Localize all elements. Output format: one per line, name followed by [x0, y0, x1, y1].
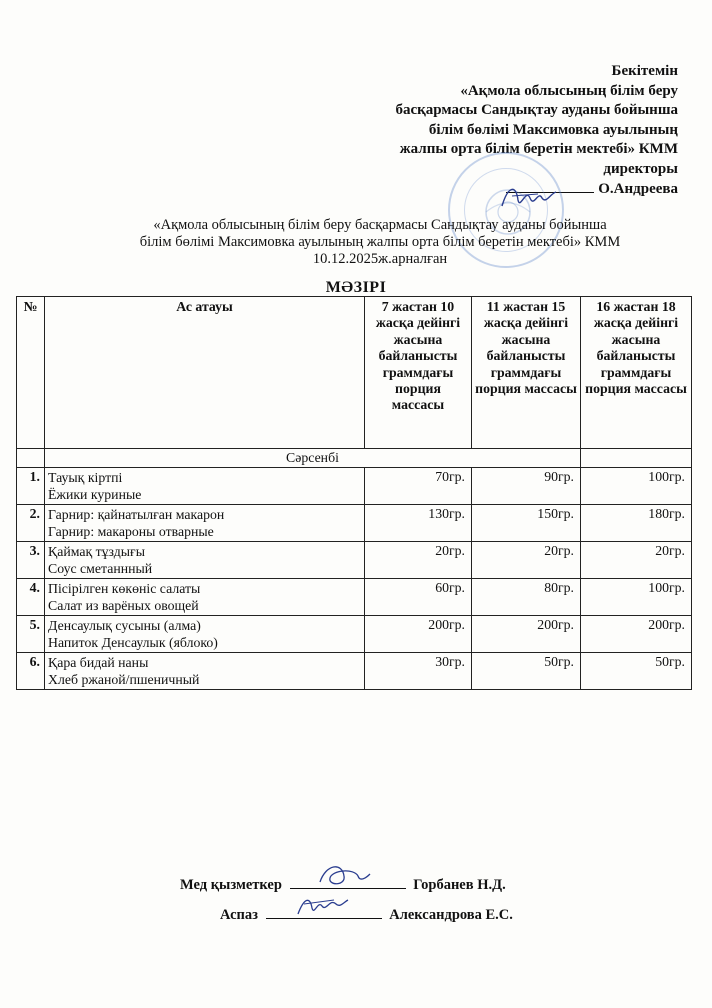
med-name: Горбанев Н.Д. [413, 877, 506, 893]
portion-age-7-10: 60гр. [365, 579, 472, 616]
approval-line: білім бөлімі Максимовка ауылының [428, 121, 678, 138]
row-number: 2. [17, 505, 45, 542]
day-row [17, 449, 692, 468]
portion-age-7-10: 70гр. [365, 468, 472, 505]
director-signature-icon [498, 180, 558, 214]
dish-name-ru: Соус сметаннный [48, 561, 153, 576]
table-row [17, 616, 692, 653]
header-age-11-15: 11 жастан 15 жасқа дейінгі жасына байланысты граммдағы порция массасы [472, 297, 581, 449]
header-num: № [17, 297, 45, 449]
portion-age-11-15: 90гр. [472, 468, 581, 505]
intro-line: «Ақмола облысының білім беру басқармасы Сандықтау ауданы бойынша [153, 217, 607, 233]
med-signature-icon [314, 860, 374, 890]
row-number: 3. [17, 542, 45, 579]
portion-age-11-15: 80гр. [472, 579, 581, 616]
approval-line: директоры [603, 160, 678, 177]
table-row [17, 653, 692, 690]
portion-age-11-15: 50гр. [472, 653, 581, 690]
portion-age-7-10: 130гр. [365, 505, 472, 542]
portion-age-16-18: 20гр. [581, 542, 692, 579]
table-row [17, 542, 692, 579]
cook-signature-icon [290, 890, 350, 920]
cook-signature-row [220, 906, 513, 924]
director-name: О.Андреева [598, 180, 678, 197]
dish-name-kk: Гарнир: қайнатылған макарон [48, 507, 225, 522]
portion-age-16-18: 100гр. [581, 579, 692, 616]
dish-name-cell [45, 579, 365, 616]
portion-age-7-10: 30гр. [365, 653, 472, 690]
approval-line: басқармасы Сандықтау ауданы бойынша [395, 102, 678, 119]
portion-age-11-15: 200гр. [472, 616, 581, 653]
row-number: 5. [17, 616, 45, 653]
header-age-16-18: 16 жастан 18 жасқа дейінгі жасына байланысты граммдағы порция массасы [581, 297, 692, 449]
portion-age-7-10: 200гр. [365, 616, 472, 653]
dish-name-ru: Ёжики куриные [48, 487, 142, 502]
menu-title: МӘЗІРІ [325, 279, 387, 296]
portion-age-16-18: 100гр. [581, 468, 692, 505]
dish-name-cell [45, 542, 365, 579]
dish-name-ru: Напиток Денсаулык (яблоко) [48, 635, 218, 650]
day-cell-empty [581, 449, 692, 468]
intro-line: білім бөлімі Максимовка ауылының жалпы орта білім беретін мектебі» КММ [139, 234, 621, 251]
med-signature-blank [290, 876, 406, 889]
portion-age-11-15: 150гр. [472, 505, 581, 542]
intro-heading [60, 217, 700, 269]
row-number: 6. [17, 653, 45, 690]
table-row [17, 579, 692, 616]
approval-line: Бекітемін [611, 63, 678, 79]
dish-name-kk: Қара бидай наны [48, 655, 149, 670]
row-number: 4. [17, 579, 45, 616]
portion-age-11-15: 20гр. [472, 542, 581, 579]
approval-line: «Ақмола облысының білім беру [460, 82, 678, 99]
dish-name-ru: Хлеб ржаной/пшеничный [48, 672, 200, 687]
dish-name-cell [45, 653, 365, 690]
dish-name-cell [45, 468, 365, 505]
portion-age-7-10: 20гр. [365, 542, 472, 579]
dish-name-kk: Тауық кіртпі [48, 470, 123, 485]
dish-name-cell [45, 616, 365, 653]
portion-age-16-18: 180гр. [581, 505, 692, 542]
table-header-row [17, 297, 692, 449]
portion-age-16-18: 50гр. [581, 653, 692, 690]
cook-role: Аспаз [220, 907, 258, 923]
dish-name-kk: Қаймақ тұздығы [48, 544, 145, 559]
approval-line: жалпы орта білім беретін мектебі» КММ [399, 141, 678, 158]
day-cell-empty [17, 449, 45, 468]
dish-name-kk: Пісірілген көкөніс салаты [48, 581, 201, 596]
med-role: Мед қызметкер [180, 877, 282, 893]
header-dish-name: Ас атауы [45, 297, 365, 449]
dish-name-ru: Салат из варёных овощей [48, 598, 199, 613]
cook-name: Александрова Е.С. [389, 907, 513, 923]
dish-name-kk: Денсаулық сусыны (алма) [48, 618, 201, 633]
intro-date-line: 10.12.2025ж.арналған [312, 251, 448, 268]
header-age-7-10: 7 жастан 10 жасқа дейінгі жасына байланысты граммдағы порция массасы [365, 297, 472, 449]
day-label: Сәрсенбі [45, 449, 581, 468]
table-row [17, 505, 692, 542]
cook-signature-blank [266, 906, 382, 919]
portion-age-16-18: 200гр. [581, 616, 692, 653]
dish-name-cell [45, 505, 365, 542]
row-number: 1. [17, 468, 45, 505]
menu-table [16, 296, 692, 690]
table-row [17, 468, 692, 505]
dish-name-ru: Гарнир: макароны отварные [48, 524, 214, 539]
